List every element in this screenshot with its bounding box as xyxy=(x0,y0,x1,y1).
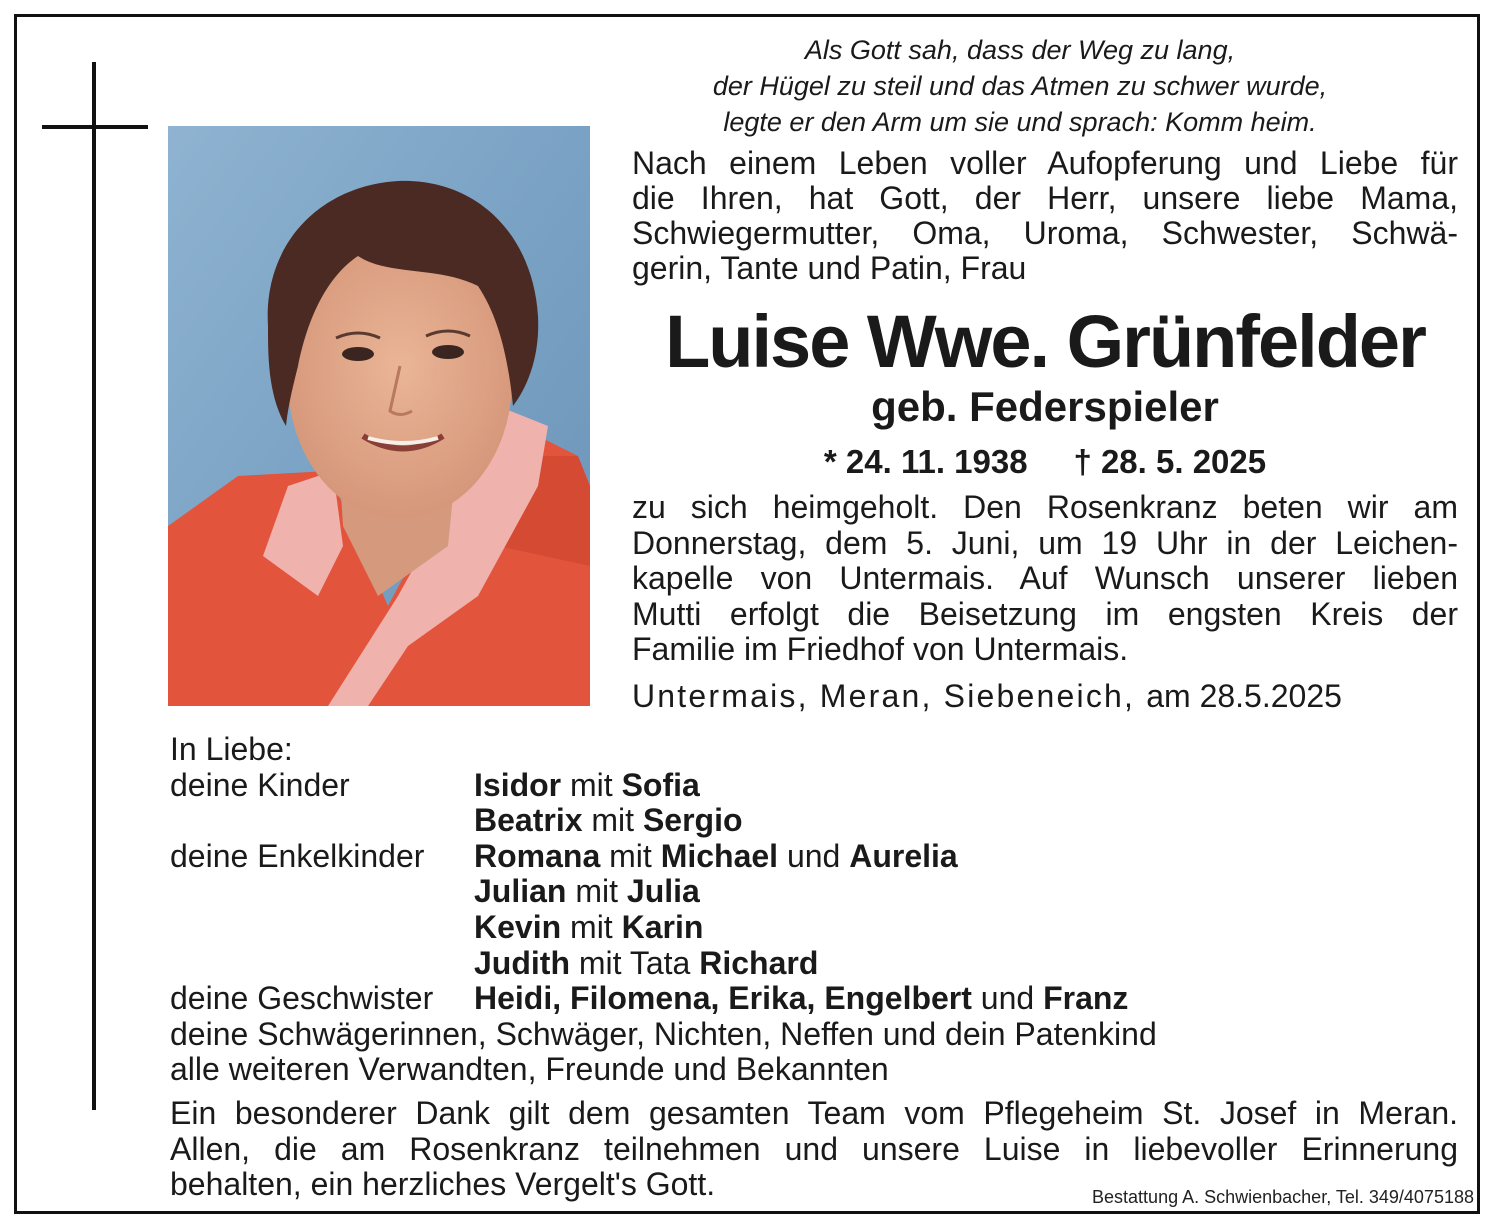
funeral-home-credit: Bestattung A. Schwienbacher, Tel. 349/4075188 xyxy=(1092,1187,1474,1207)
family-label: deine Enkelkinder xyxy=(170,837,425,874)
deceased-name: Luise Wwe. Grünfelder xyxy=(665,300,1425,383)
announcement-line: kapelle von Untermais. Auf Wunsch unserer lieben xyxy=(632,560,1458,596)
maiden-name: geb. Federspieler xyxy=(871,383,1219,430)
cross-vertical-bar xyxy=(92,62,96,1110)
intro-line: Schwiegermutter, Oma, Uroma, Schwester, Schwä- xyxy=(632,215,1458,251)
thanks-line: behalten, ein herzliches Vergelt's Gott. xyxy=(170,1166,716,1202)
announcement-line: Donnerstag, dem 5. Juni, um 19 Uhr in der Leichen- xyxy=(632,524,1458,561)
thanks-line: Ein besonderer Dank gilt dem gesamten Team vom Pflegeheim St. Josef in Meran. xyxy=(170,1095,1458,1131)
verse-line: legte er den Arm um sie und sprach: Komm heim. xyxy=(723,107,1317,137)
portrait-photo xyxy=(168,126,590,706)
intro-line: die Ihren, hat Gott, der Herr, unsere liebe Mama, xyxy=(632,180,1458,216)
thanks-line: Allen, die am Rosenkranz teilnehmen und unsere Luise in liebevoller Erinnerung xyxy=(170,1130,1458,1167)
family-other-row: alle weiteren Verwandten, Freunde und Bekannten xyxy=(170,1051,889,1088)
place-and-date xyxy=(632,676,1342,716)
announcement-line: zu sich heimgeholt. Den Rosenkranz beten wir am xyxy=(632,489,1458,525)
death-date: † 28. 5. 2025 xyxy=(1073,443,1267,480)
mourners-heading: In Liebe: xyxy=(170,731,293,767)
family-row: deine Geschwister Heidi, Filomena, Erika, Engelbert und Franz xyxy=(170,980,1129,1017)
intro-text xyxy=(632,146,1458,286)
family-row: Julian mit Julia xyxy=(474,873,700,910)
announcement-line: Mutti erfolgt die Beisetzung im engsten Kreis der xyxy=(632,595,1458,632)
intro-line: Nach einem Leben voller Aufopferung und Liebe für xyxy=(632,145,1458,181)
verse-line: der Hügel zu steil und das Atmen zu schwer wurde, xyxy=(712,71,1328,101)
place: Untermais, Meran, Siebeneich, xyxy=(632,678,1136,714)
intro-line: gerin, Tante und Patin, Frau xyxy=(632,250,1027,286)
life-dates xyxy=(632,442,1458,482)
rosary-announcement xyxy=(632,490,1458,668)
family-row: Beatrix mit Sergio xyxy=(474,802,743,839)
announcement-line: Familie im Friedhof von Untermais. xyxy=(632,631,1129,667)
family-label: deine Kinder xyxy=(170,766,350,803)
mourners-list xyxy=(170,732,1460,1088)
place-date: am 28.5.2025 xyxy=(1146,678,1342,714)
family-row: deine Enkelkinder Romana mit Michael und Aurelia xyxy=(170,837,958,874)
family-other-row: deine Schwägerinnen, Schwäger, Nichten, Neffen und dein Patenkind xyxy=(170,1015,1157,1052)
family-label: deine Geschwister xyxy=(170,980,434,1017)
family-row: Kevin mit Karin xyxy=(474,908,704,945)
verse-line: Als Gott sah, dass der Weg zu lang, xyxy=(804,35,1236,65)
birth-date: * 24. 11. 1938 xyxy=(823,443,1028,480)
family-row: deine Kinder Isidor mit Sofia xyxy=(170,766,700,803)
cross-horizontal-bar xyxy=(42,125,148,129)
family-row: Judith mit Tata Richard xyxy=(474,944,819,981)
memorial-verse xyxy=(640,32,1400,140)
portrait-illustration xyxy=(168,126,590,706)
